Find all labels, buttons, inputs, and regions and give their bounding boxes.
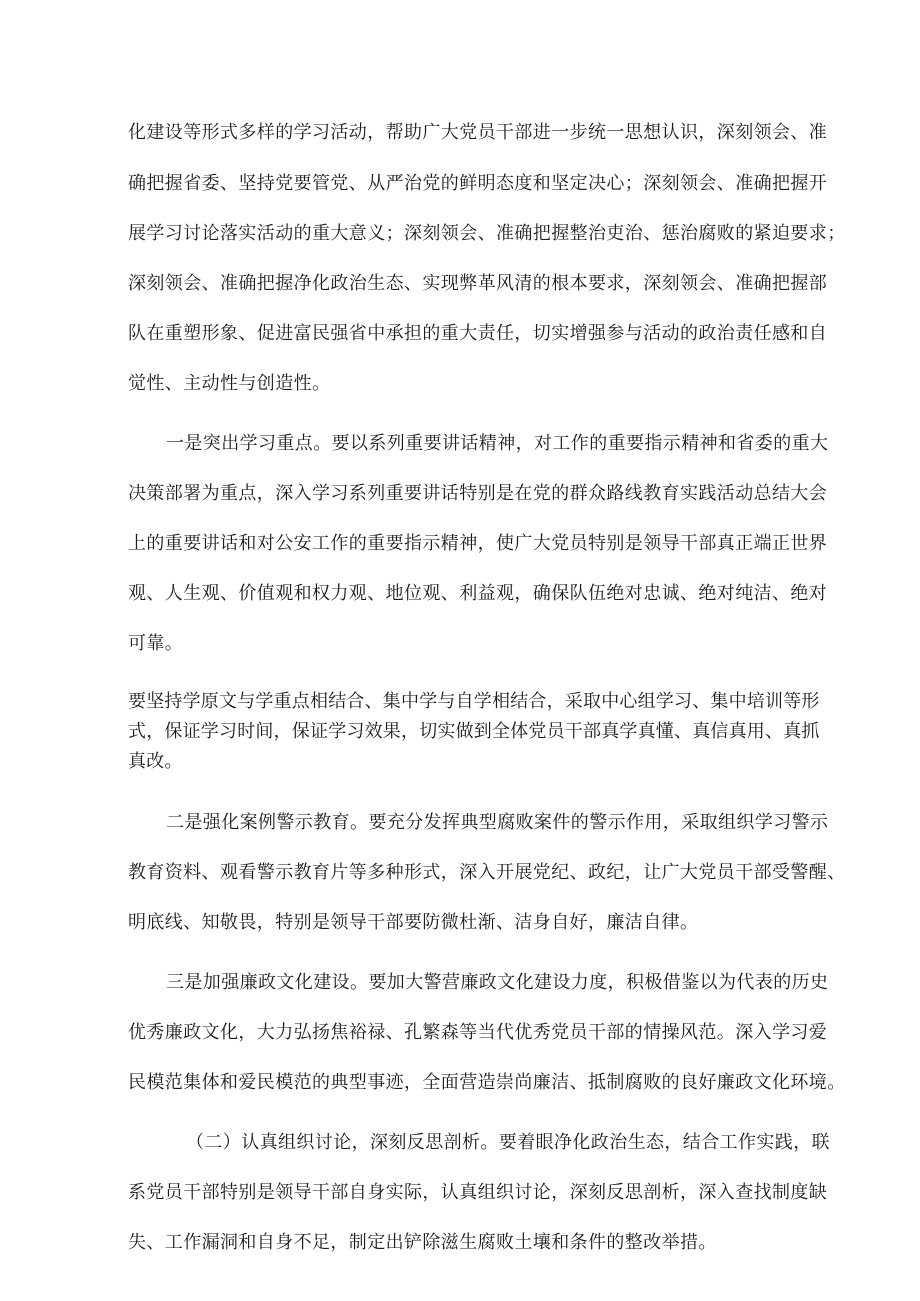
- paragraph-1-line-6: 觉性、主动性与创造性。: [128, 373, 331, 394]
- paragraph-2-line-5: 可靠。: [128, 633, 184, 654]
- paragraph-2-line-4: 观、人生观、价值观和权力观、地位观、利益观，确保队伍绝对忠诚、绝对纯洁、绝对: [128, 583, 828, 604]
- paragraph-5-line-3: 民模范集体和爱民模范的典型事迹，全面营造崇尚廉洁、抵制腐败的良好廉政文化环境。: [128, 1072, 846, 1093]
- paragraph-3-line-1: 要坚持学原文与学重点相结合、集中学与自学相结合，采取中心组学习、集中培训等形: [128, 691, 820, 712]
- paragraph-3-line-2: 式，保证学习时间，保证学习效果，切实做到全体党员干部真学真懂、真信真用、真抓: [128, 721, 820, 742]
- paragraph-4-line-1: 二是强化案例警示教育。要充分发挥典型腐败案件的警示作用，采取组织学习警示: [166, 812, 829, 833]
- paragraph-4-line-3: 明底线、知敬畏，特别是领导干部要防微杜渐、洁身自好，廉洁自律。: [128, 912, 699, 933]
- paragraph-2-line-1: 一是突出学习重点。要以系列重要讲话精神，对工作的重要指示精神和省委的重大: [166, 433, 829, 454]
- paragraph-6-line-2: 系党员干部特别是领导干部自身实际，认真组织讨论，深刻反思剖析，深入查找制度缺: [128, 1182, 828, 1203]
- paragraph-2-line-3: 上的重要讲话和对公安工作的重要指示精神，使广大党员特别是领导干部真正端正世界: [128, 533, 828, 554]
- paragraph-1-line-5: 队在重塑形象、促进富民强省中承担的重大责任，切实增强参与活动的政治责任感和自: [128, 323, 828, 344]
- paragraph-1-line-4: 深刻领会、准确把握净化政治生态、实现弊革风清的根本要求，深刻领会、准确把握部: [128, 273, 828, 294]
- paragraph-5-line-2: 优秀廉政文化，大力弘扬焦裕禄、孔繁森等当代优秀党员干部的情操风范。深入学习爱: [128, 1022, 828, 1043]
- paragraph-4-line-2: 教育资料、观看警示教育片等多种形式，深入开展党纪、政纪，让广大党员干部受警醒、: [128, 862, 846, 883]
- paragraph-3-line-3: 真改。: [128, 751, 183, 772]
- paragraph-2-line-2: 决策部署为重点，深入学习系列重要讲话特别是在党的群众路线教育实践活动总结大会: [128, 483, 828, 504]
- paragraph-6-line-1: （二）认真组织讨论，深刻反思剖析。要着眼净化政治生态，结合工作实践，联: [186, 1132, 830, 1153]
- paragraph-5-line-1: 三是加强廉政文化建设。要加大警营廉政文化建设力度，积极借鉴以为代表的历史: [166, 972, 829, 993]
- paragraph-1-line-1: 化建设等形式多样的学习活动，帮助广大党员干部进一步统一思想认识，深刻领会、准: [128, 122, 828, 143]
- paragraph-1-line-3: 展学习讨论落实活动的重大意义；深刻领会、准确把握整治吏治、惩治腐败的紧迫要求；: [128, 223, 846, 244]
- paragraph-1-line-2: 确把握省委、坚持党要管党、从严治党的鲜明态度和坚定决心；深刻领会、准确把握开: [128, 173, 828, 194]
- paragraph-6-line-3: 失、工作漏洞和自身不足，制定出铲除滋生腐败土壤和条件的整改举措。: [128, 1232, 717, 1253]
